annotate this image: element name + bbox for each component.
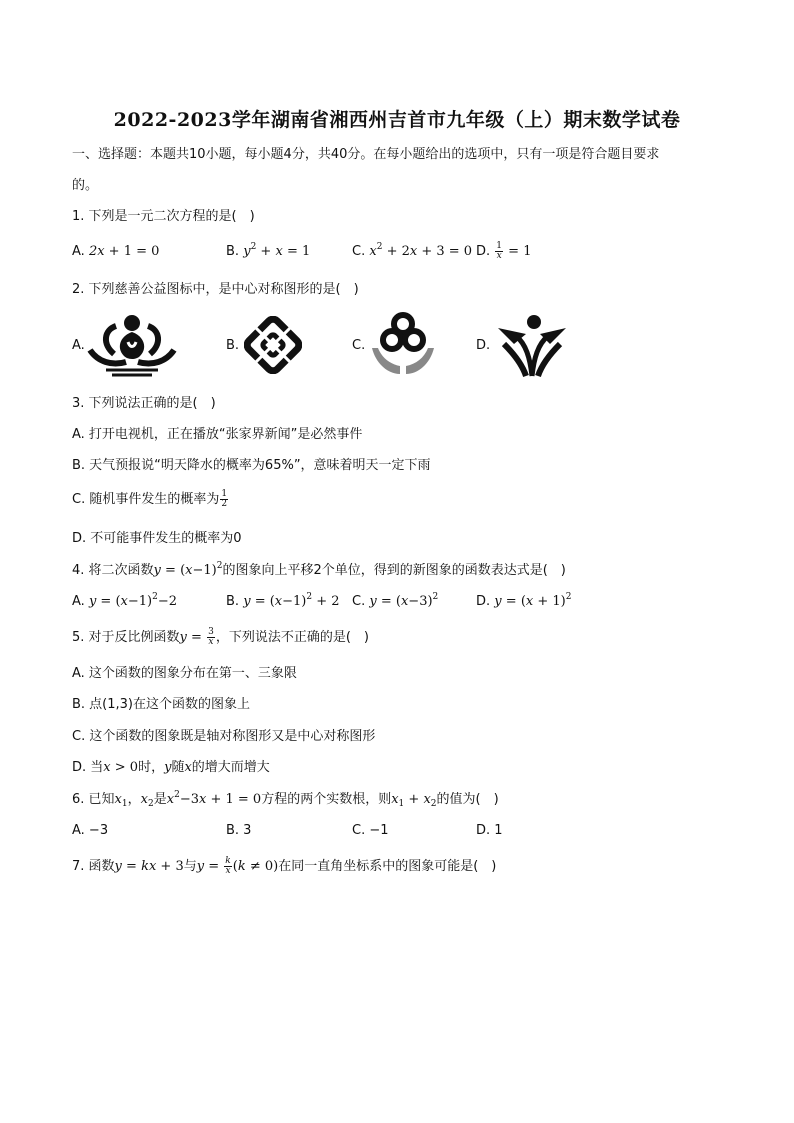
- q3-option-c: C. 随机事件发生的概率为 $\frac{1}{2}$: [72, 489, 228, 509]
- q5-option-b: B. 点(1,3)在这个函数的图象上: [72, 697, 251, 712]
- question-3-stem: 3. 下列说法正确的是( ): [72, 396, 216, 411]
- question-2-stem: 2. 下列慈善公益图标中，是中心对称图形的是( ): [72, 282, 359, 297]
- question-6-stem: 6. 已知$x_1$，$x_2$是$x^2-3x + 1 = 0$方程的两个实数根，则$x_1 + x_2$的值为( ): [72, 790, 499, 809]
- q3-option-a: A. 打开电视机，正在播放“张家界新闻”是必然事件: [72, 427, 363, 442]
- q2-option-c-label: C.: [352, 338, 366, 353]
- q3-option-b: B. 天气预报说“明天降水的概率为65%”，意味着明天一定下雨: [72, 458, 431, 473]
- q5-option-c: C. 这个函数的图象既是轴对称图形又是中心对称图形: [72, 729, 376, 744]
- q6-option-b: B. 3: [226, 823, 252, 838]
- q4-option-b: B. $y = (x-1)^2 + 2$: [226, 592, 340, 609]
- q5-option-a: A. 这个函数的图象分布在第一、三象限: [72, 666, 297, 681]
- question-4-stem: 4. 将二次函数$y = (x-1)^2$的图象向上平移2个单位，得到的新图象的函数表达式是( ): [72, 561, 566, 578]
- question-1-stem: 1. 下列是一元二次方程的是( ): [72, 209, 255, 224]
- section-instructions: 一、选择题：本题共10小题，每小题4分，共40分。在每小题给出的选项中，只有一项是符合题目要求: [72, 147, 660, 162]
- q5-option-d: D. 当x > 0时，y随x的增大而增大: [72, 760, 270, 775]
- q1-option-a: A. 2x + 1 = 0: [72, 244, 160, 259]
- q4-option-c: C. $y = (x-3)^2$: [352, 592, 439, 609]
- lotus-logo-icon: [86, 312, 178, 378]
- q2-option-d-label: D.: [476, 338, 491, 353]
- section-instructions-cont: 的。: [72, 178, 99, 193]
- q1-option-c: C. $x^2 + 2x + 3 = 0$: [352, 242, 473, 259]
- q6-option-d: D. 1: [476, 823, 503, 838]
- q1-option-d: D. $\frac{1}{x}$ = 1: [476, 241, 532, 261]
- q6-option-a: A. −3: [72, 823, 109, 838]
- page-title: 2022-2023学年湖南省湘西州吉首市九年级（上）期末数学试卷: [113, 109, 681, 131]
- q4-option-d: D. $y = (x + 1)^2$: [476, 592, 572, 609]
- figure-logo-icon: [496, 314, 568, 378]
- q4-option-a: A. $y = (x-1)^2-2$: [72, 592, 178, 609]
- q2-option-b-label: B.: [226, 338, 240, 353]
- q6-option-c: C. −1: [352, 823, 389, 838]
- q1-option-b: B. $y^2 + x = 1$: [226, 242, 311, 259]
- q3-option-d: D. 不可能事件发生的概率为0: [72, 531, 242, 546]
- hands-heart-logo-icon: [370, 308, 436, 378]
- question-5-stem: 5. 对于反比例函数y = $\frac{3}{x}$ ，下列说法不正确的是( ): [72, 627, 369, 647]
- heart-knot-logo-icon: [244, 316, 302, 374]
- question-7-stem: 7. 函数y = kx + 3与y = $\frac{k}{x}$ (k ≠ 0)在同一直角坐标系中的图象可能是( ): [72, 856, 497, 876]
- q2-option-a-label: A.: [72, 338, 85, 353]
